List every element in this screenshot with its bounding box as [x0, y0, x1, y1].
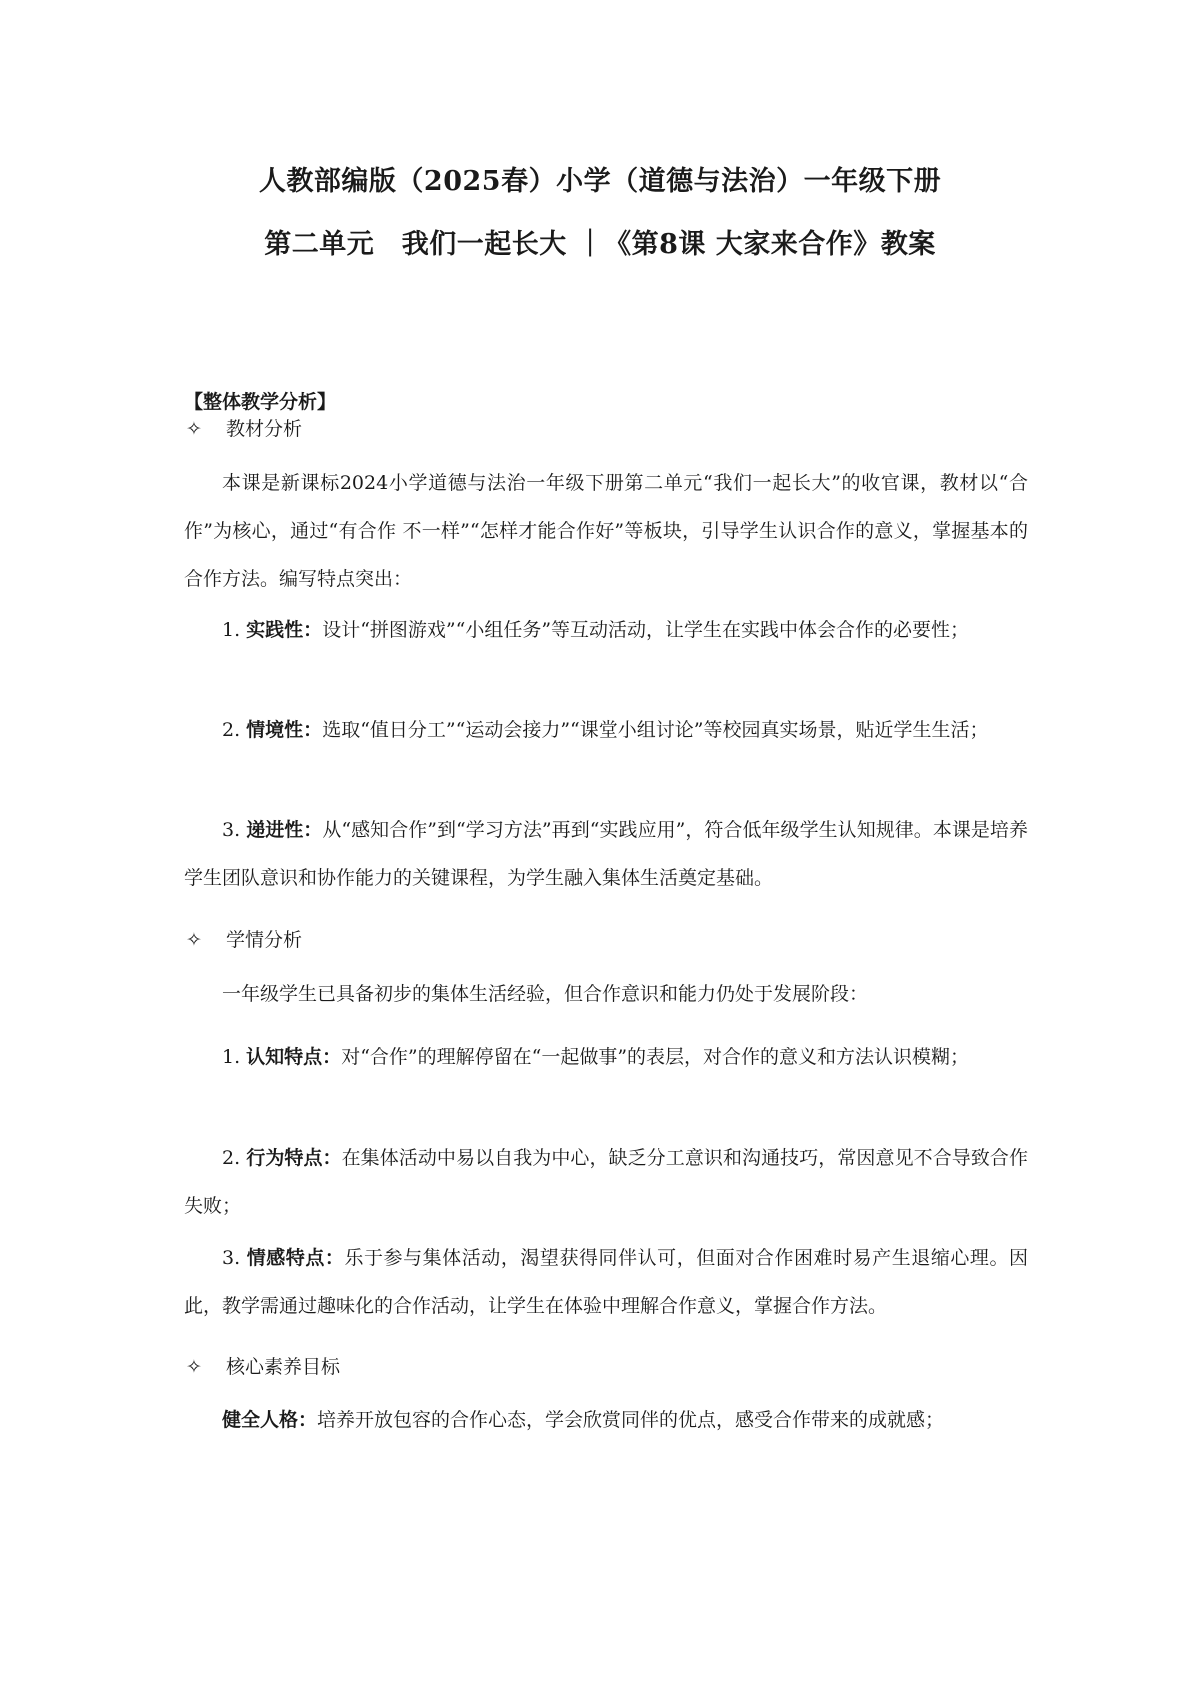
core-literacy-item — [184, 1396, 1028, 1444]
section-heading-textbook-analysis — [186, 414, 302, 441]
list-item — [184, 1134, 1028, 1230]
section-heading-core-literacy — [186, 1352, 340, 1379]
item-text: 在集体活动中易以自我为中心，缺乏分工意识和沟通技巧，常因意见不合导致合作失败； — [184, 1147, 1028, 1217]
item-label: 认知特点： — [246, 1046, 342, 1068]
item-text: 设计“拼图游戏”“小组任务”等互动活动，让学生在实践中体会合作的必要性； — [322, 619, 970, 641]
item-text: 培养开放包容的合作心态，学会欣赏同伴的优点，感受合作带来的成就感； — [317, 1409, 945, 1431]
diamond-bullet-icon: ✧ — [186, 929, 202, 951]
item-label: 情感特点： — [246, 1247, 345, 1269]
item-number: 2. — [222, 719, 247, 741]
item-label: 情境性： — [246, 719, 323, 741]
item-text: 选取“值日分工”“运动会接力”“课堂小组讨论”等校园真实场景，贴近学生生活； — [322, 719, 989, 741]
item-text: 从“感知合作”到“学习方法”再到“实践应用”，符合低年级学生认知规律。本课是培养学生团队意识和协作能力的关键课程，为学生融入集体生活奠定基础。 — [184, 819, 1028, 889]
diamond-bullet-icon: ✧ — [186, 418, 202, 440]
item-label: 递进性： — [246, 819, 323, 841]
textbook-analysis-intro: 本课是新课标2024小学道德与法治一年级下册第二单元“我们一起长大”的收官课，教材以“合作”为核心，通过“有合作 不一样”“怎样才能合作好”等板块，引导学生认识合作的意义，掌握基本的合作方法。编写特点突出： — [184, 472, 1028, 590]
item-text: 对“合作”的理解停留在“一起做事”的表层，对合作的意义和方法认识模糊； — [341, 1046, 970, 1068]
section-heading-learner-analysis — [186, 925, 302, 952]
document-title: 人教部编版（2025春）小学（道德与法治）一年级下册 — [258, 166, 942, 197]
list-item — [184, 1033, 1028, 1081]
item-label: 实践性： — [246, 619, 323, 641]
learner-analysis-intro: 一年级学生已具备初步的集体生活经验，但合作意识和能力仍处于发展阶段： — [222, 983, 869, 1005]
document-subtitle: 第二单元 我们一起长大 ｜《第8课 大家来合作》教案 — [264, 229, 936, 260]
section-title: 教材分析 — [226, 418, 303, 440]
section-title: 核心素养目标 — [226, 1356, 341, 1378]
item-text: 乐于参与集体活动，渴望获得同伴认可，但面对合作困难时易产生退缩心理。因此，教学需通过趣味化的合作活动，让学生在体验中理解合作意义，掌握合作方法。 — [184, 1247, 1028, 1317]
item-number: 3. — [222, 1247, 247, 1269]
item-number: 2. — [222, 1147, 247, 1169]
section-title: 学情分析 — [226, 929, 303, 951]
item-label: 行为特点： — [246, 1147, 342, 1169]
diamond-bullet-icon: ✧ — [186, 1356, 202, 1378]
item-number: 1. — [222, 619, 247, 641]
list-item — [184, 606, 1028, 654]
item-label: 健全人格： — [222, 1409, 318, 1431]
list-item — [184, 1234, 1028, 1330]
item-number: 1. — [222, 1046, 247, 1068]
overall-analysis-heading: 【整体教学分析】 — [184, 391, 337, 413]
list-item — [184, 806, 1028, 902]
list-item — [184, 706, 1028, 754]
item-number: 3. — [222, 819, 247, 841]
